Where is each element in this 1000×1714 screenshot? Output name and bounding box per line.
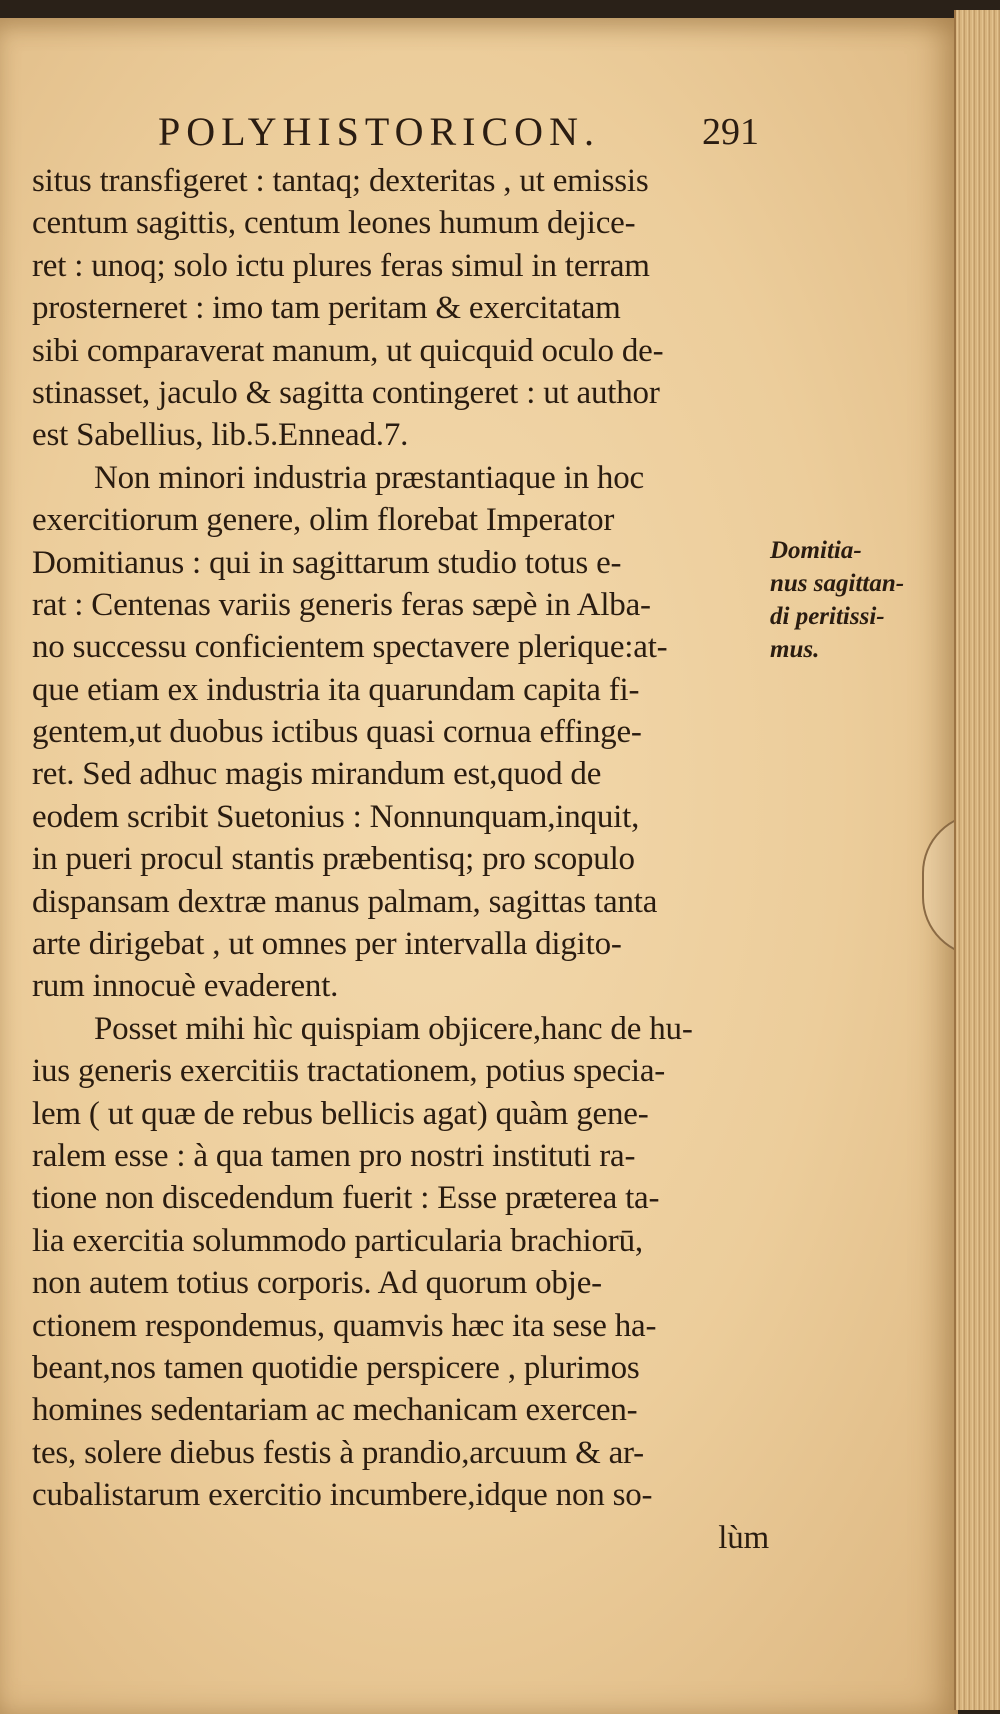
text-line: tione non discedendum fuerit : Esse præterea ta- — [32, 1180, 660, 1217]
text-line: est Sabellius, lib.5.Ennead.7. — [32, 417, 409, 454]
text-line: rat : Centenas variis generis feras sæpè in Alba- — [32, 586, 651, 623]
text-line: dispansam dextræ manus palmam, sagittas tanta — [32, 883, 658, 920]
text-line: situs transfigeret : tantaq; dexteritas , ut emissis — [32, 163, 649, 199]
text-line: ret : unoq; solo ictu plures feras simul in terram — [32, 247, 650, 284]
text-line: ctionem respondemus, quamvis hæc ita sese ha- — [32, 1307, 657, 1344]
text-line: que etiam ex industria ita quarundam capita fi- — [32, 671, 640, 708]
text-line: ius generis exercitiis tractationem, potius specia- — [32, 1053, 666, 1090]
text-line: stinasset, jaculo & sagitta contingeret : ut author — [32, 374, 660, 411]
text-line: eodem scribit Suetonius : Nonnunquam,inquit, — [32, 798, 640, 835]
page-number: 291 — [702, 111, 759, 153]
marginal-note-line: mus. — [770, 636, 820, 663]
text-line: ret. Sed adhuc magis mirandum est,quod de — [32, 756, 602, 793]
text-line: non autem totius corporis. Ad quorum obje- — [32, 1265, 602, 1302]
marginal-note-line: Domitia- — [770, 537, 862, 564]
text-line: gentem,ut duobus ictibus quasi cornua effinge- — [32, 714, 642, 751]
text-line: rum innocuè evaderent. — [32, 968, 339, 1005]
text-line: sibi comparaverat manum, ut quicquid oculo de- — [32, 332, 664, 369]
text-line: cubalistarum exercitio incumbere,idque non so- — [32, 1477, 653, 1514]
text-line: no successu conficientem spectavere plerique:at- — [32, 629, 668, 666]
running-title: POLYHISTORICON. — [158, 109, 600, 154]
text-line: lem ( ut quæ de rebus bellicis agat) quàm gene- — [32, 1095, 649, 1132]
text-line: lia exercitia solummodo particularia brachiorū, — [32, 1222, 643, 1259]
book-page — [0, 18, 958, 1714]
text-line: tes, solere diebus festis à prandio,arcuum & ar- — [32, 1434, 644, 1471]
text-line: arte dirigebat , ut omnes per intervalla digito- — [32, 926, 622, 963]
marginal-note — [770, 534, 930, 666]
body-text — [32, 160, 777, 1559]
page-edges — [954, 10, 1000, 1710]
text-line: in pueri procul stantis præbentisq; pro scopulo — [32, 841, 635, 878]
page-header — [0, 108, 958, 168]
text-line: homines sedentariam ac mechanicam exercen- — [32, 1392, 638, 1429]
text-line: exercitiorum genere, olim florebat Imperator — [32, 502, 615, 539]
catchword: lùm — [718, 1519, 769, 1556]
text-line: Non minori industria præstantiaque in hoc — [94, 459, 644, 496]
text-line: beant,nos tamen quotidie perspicere , plurimos — [32, 1349, 640, 1386]
marginal-note-line: nus sagittan- — [770, 570, 905, 597]
marginal-note-line: di peritissi- — [770, 603, 885, 630]
text-line: prosterneret : imo tam peritam & exercitatam — [32, 290, 621, 327]
text-line: ralem esse : à qua tamen pro nostri instituti ra- — [32, 1137, 636, 1174]
text-line: Domitianus : qui in sagittarum studio totus e- — [32, 544, 622, 581]
text-line: centum sagittis, centum leones humum dejice- — [32, 205, 636, 242]
text-line: Posset mihi hìc quispiam objicere,hanc de hu- — [94, 1010, 693, 1047]
